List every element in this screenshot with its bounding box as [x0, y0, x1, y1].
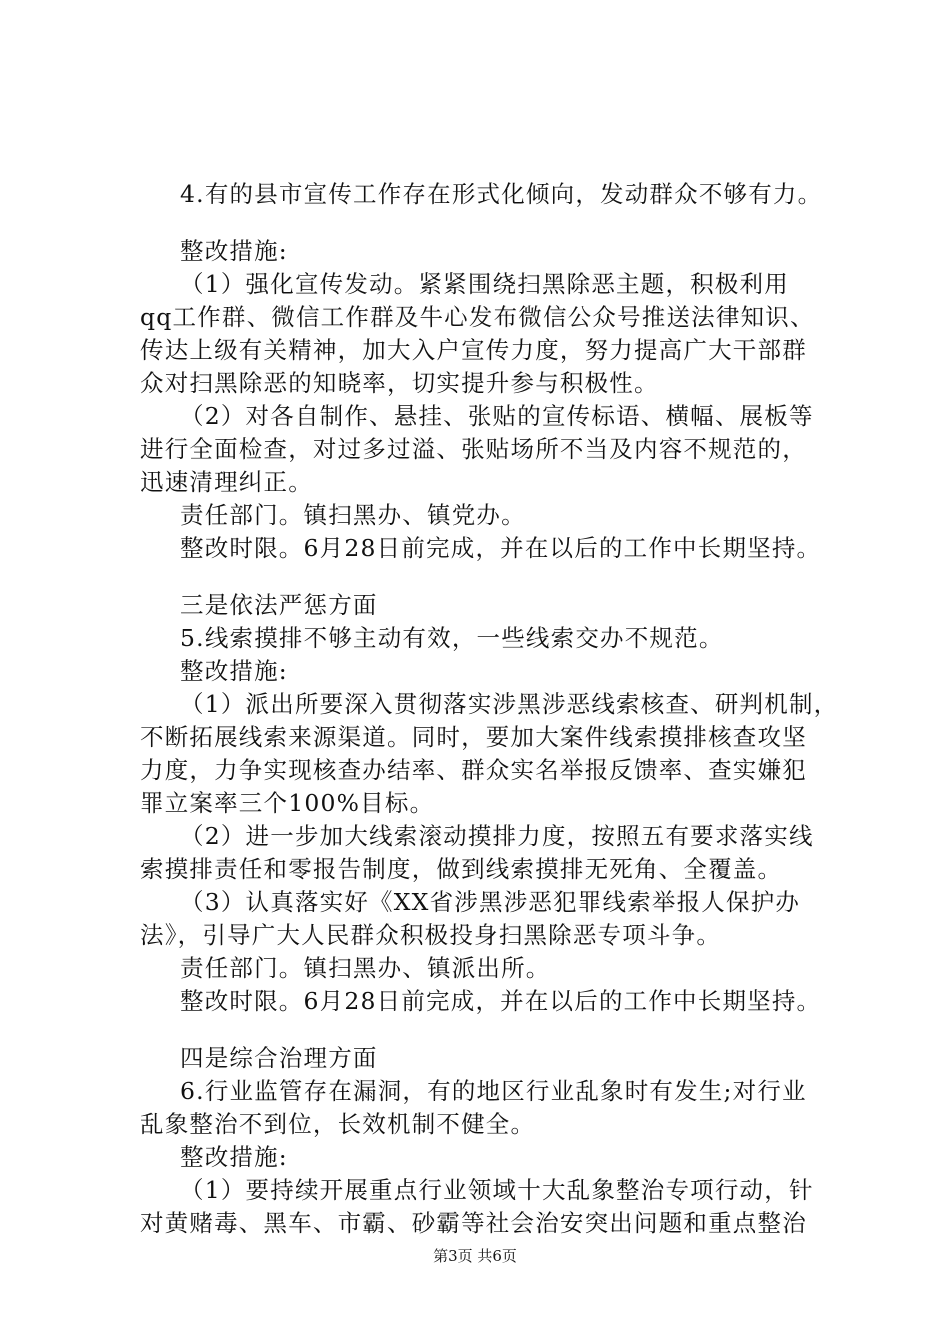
rectification-heading: 整改措施:: [180, 1143, 288, 1171]
page-number: 第3页 共6页: [433, 1247, 517, 1265]
paragraph-line: （1）派出所要深入贯彻落实涉黑涉恶线索核查、研判机制，: [180, 690, 839, 718]
paragraph-line: （2）对各自制作、悬挂、张贴的宣传标语、横幅、展板等: [180, 402, 814, 430]
deadline-line: 整改时限。6月28日前完成，并在以后的工作中长期坚持。: [180, 534, 822, 562]
paragraph-line: 力度，力争实现核查办结率、群众实名举报反馈率、查实嫌犯: [140, 756, 807, 784]
paragraph-line: （3）认真落实好《XX省涉黑涉恶犯罪线索举报人保护办: [180, 888, 801, 916]
section-heading: 四是综合治理方面: [180, 1044, 378, 1072]
paragraph-line: 不断拓展线索来源渠道。同时，要加大案件线索摸排核查攻坚: [140, 723, 807, 751]
paragraph-line: 进行全面检查，对过多过溢、张贴场所不当及内容不规范的，: [140, 435, 807, 463]
responsible-department: 责任部门。镇扫黑办、镇派出所。: [180, 954, 551, 982]
paragraph-line: 传达上级有关精神，加大入户宣传力度，努力提高广大干部群: [140, 336, 807, 364]
rectification-heading: 整改措施:: [180, 237, 288, 265]
issue-5-line: 5.线索摸排不够主动有效，一些线索交办不规范。: [180, 624, 724, 652]
paragraph-line: 众对扫黑除恶的知晓率，切实提升参与积极性。: [140, 369, 659, 397]
deadline-line: 整改时限。6月28日前完成，并在以后的工作中长期坚持。: [180, 987, 822, 1015]
issue-6-line: 6.行业监管存在漏洞，有的地区行业乱象时有发生;对行业: [180, 1077, 807, 1105]
paragraph-line: 法》，引导广大人民群众积极投身扫黑除恶专项斗争。: [140, 921, 722, 949]
issue-4-line: 4.有的县市宣传工作存在形式化倾向，发动群众不够有力。: [180, 180, 823, 208]
paragraph-line: qq工作群、微信工作群及牛心发布微信公众号推送法律知识、: [140, 303, 815, 331]
paragraph-line: （1）强化宣传发动。紧紧围绕扫黑除恶主题，积极利用: [180, 270, 789, 298]
paragraph-line: （1）要持续开展重点行业领域十大乱象整治专项行动，针: [180, 1176, 814, 1204]
paragraph-line: 索摸排责任和零报告制度，做到线索摸排无死角、全覆盖。: [140, 855, 783, 883]
paragraph-line: （2）进一步加大线索滚动摸排力度，按照五有要求落实线: [180, 822, 814, 850]
paragraph-line: 迅速清理纠正。: [140, 468, 313, 496]
section-heading: 三是依法严惩方面: [180, 591, 378, 619]
rectification-heading: 整改措施:: [180, 657, 288, 685]
paragraph-line: 罪立案率三个100%目标。: [140, 789, 435, 817]
responsible-department: 责任部门。镇扫黑办、镇党办。: [180, 501, 526, 529]
paragraph-line: 对黄赌毒、黑车、市霸、砂霸等社会治安突出问题和重点整治: [140, 1209, 807, 1237]
paragraph-line: 乱象整治不到位，长效机制不健全。: [140, 1110, 536, 1138]
